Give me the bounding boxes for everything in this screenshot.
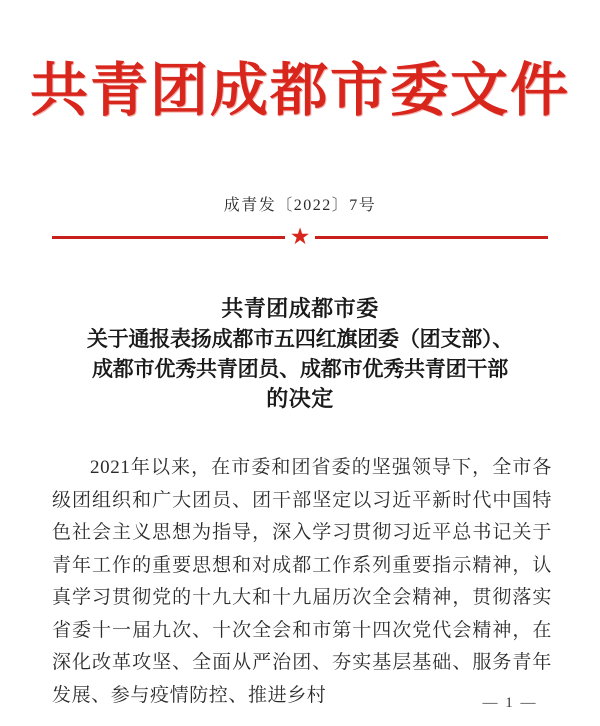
heading-line-decision: 的决定 [266,386,334,411]
heading-line-subject-2: 成都市优秀共青团员、成都市优秀共青团干部 [92,357,508,381]
document-body [52,452,552,712]
divider-line-left [52,236,285,239]
body-paragraph: 2021年以来，在市委和团省委的坚强领导下，全市各级团组织和广大团员、团干部坚定以习近平新时代中国特色社会主义思想为指导，深入学习贯彻习近平总书记关于青年工作的重要思想和对成都工作系列重要指示精神，认真学习贯彻党的十九大和十九届历次全会精神，贯彻落实省委十一届九次、十次全会和市第十四次党代会精神，在深化改革攻坚、全面从严治团、夯实基层基础、服务青年发展、参与疫情防控、推进乡村 [52,457,552,706]
masthead [0,58,600,123]
document-heading [40,294,560,414]
red-divider-rule [52,223,548,249]
heading-line-subject-1: 关于通报表扬成都市五四红旗团委（团支部）、 [86,327,514,351]
red-star-icon: ★ [289,223,311,249]
masthead-title: 共青团成都市委文件 [29,58,570,123]
document-serial-number: 成青发〔2022〕7号 [223,197,377,214]
heading-line-issuer: 共青团成都市委 [221,296,379,321]
divider-line-right [315,236,548,239]
page-number: — 1 — [482,695,538,711]
